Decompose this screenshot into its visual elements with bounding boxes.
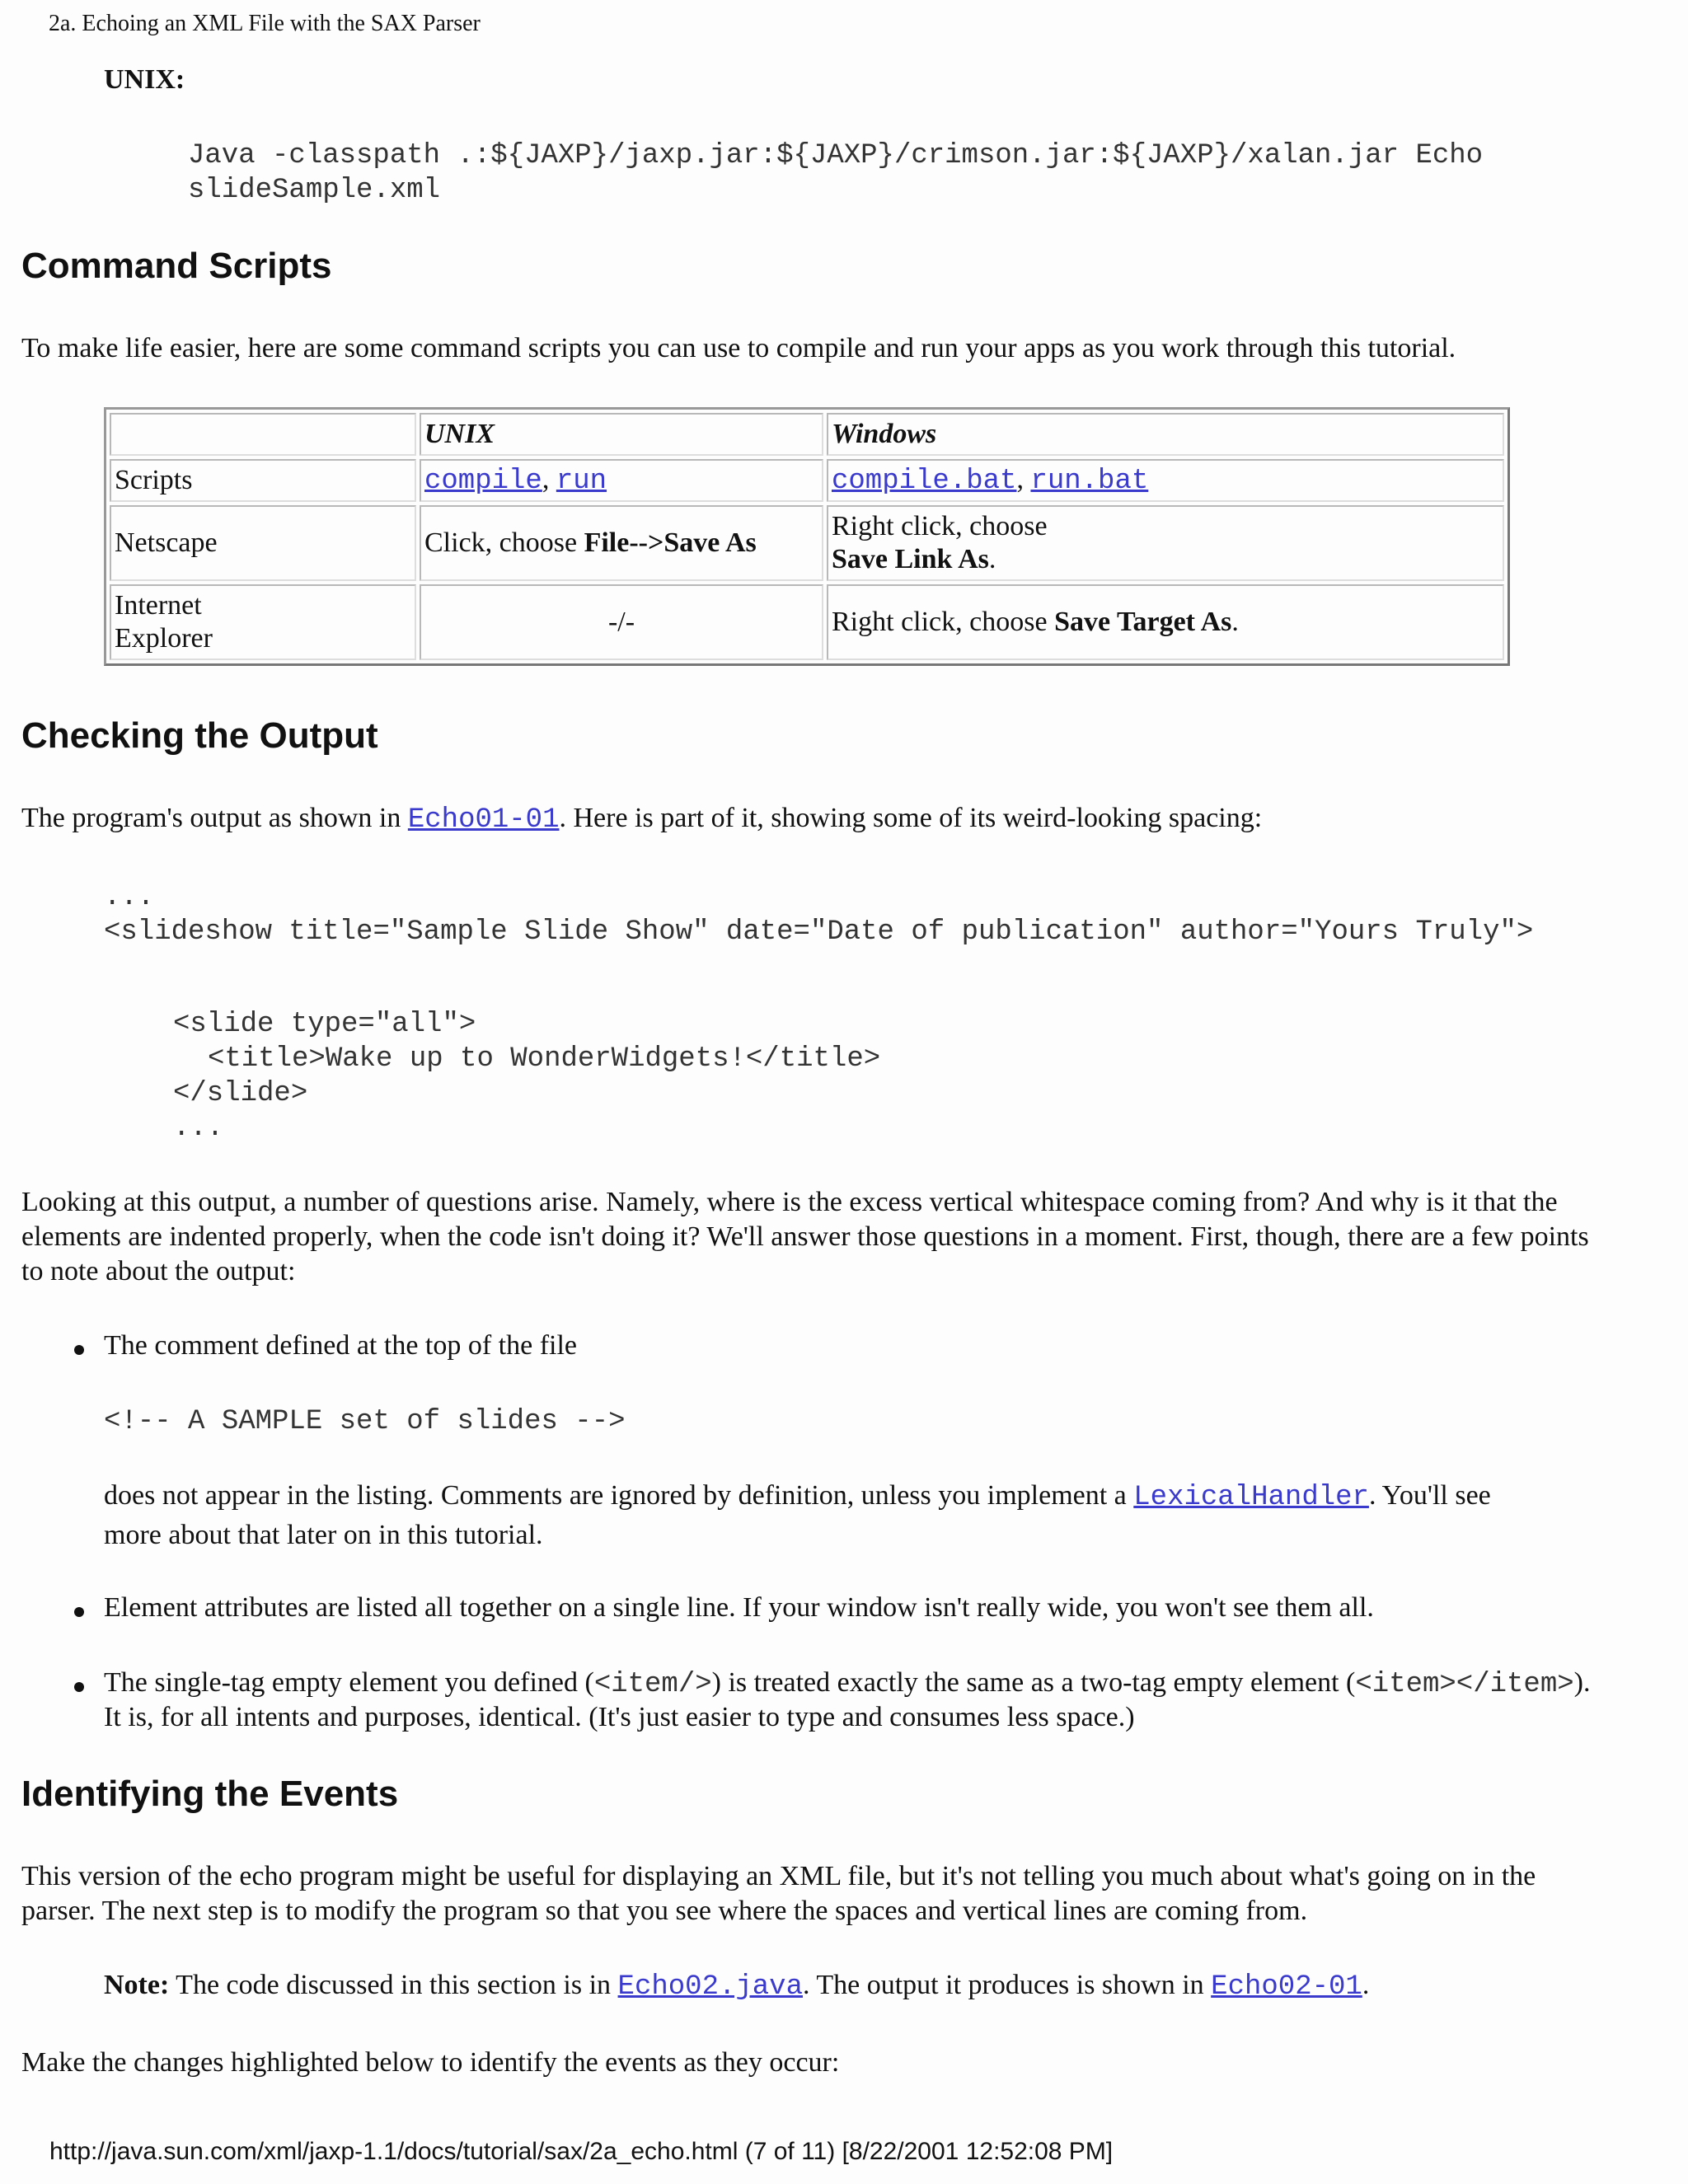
- text: .: [1362, 1970, 1370, 2000]
- table-row: [110, 459, 1504, 502]
- text: ) is treated exactly the same as a two-tag empty element (: [711, 1667, 1356, 1698]
- lexicalhandler-link[interactable]: LexicalHandler: [1133, 1482, 1369, 1513]
- section-heading-identifying-events: Identifying the Events: [21, 1774, 399, 1814]
- row-label-netscape: Netscape: [110, 505, 416, 581]
- discussion-paragraph: [21, 1185, 1589, 1289]
- ie-unix-cell: -/-: [420, 584, 823, 660]
- cell-bold-text: Save Target As: [1054, 607, 1232, 637]
- compile-link[interactable]: compile: [424, 466, 542, 497]
- netscape-unix-cell: [420, 505, 823, 581]
- text: The program's output as shown in: [21, 803, 408, 833]
- bullet-item-3: [104, 1666, 1590, 1702]
- cell-text: .: [1231, 607, 1239, 637]
- page-header: 2a. Echoing an XML File with the SAX Parser: [49, 11, 481, 36]
- echo01-01-link[interactable]: Echo01-01: [407, 804, 560, 836]
- note-paragraph: [104, 1968, 1369, 2004]
- text-line: This version of the echo program might be useful for displaying an XML file, but it's not telling you much about what's going on in the: [21, 1861, 1536, 1891]
- text: . You'll see: [1368, 1480, 1491, 1511]
- bullet-icon: [74, 1345, 84, 1355]
- note-label: Note:: [104, 1970, 170, 2000]
- run-link[interactable]: run: [556, 466, 607, 497]
- cell-text: Click, choose: [424, 527, 584, 558]
- unix-script-links: [420, 459, 823, 502]
- table-header-unix: UNIX: [420, 413, 823, 456]
- netscape-windows-cell: [827, 505, 1504, 581]
- cell-text: Explorer: [115, 623, 213, 654]
- bullet-item-1: The comment defined at the top of the file: [104, 1330, 578, 1361]
- cell-text: Right click, choose: [832, 607, 1055, 637]
- bullet-icon: [74, 1607, 84, 1617]
- command-scripts-table: [104, 407, 1510, 666]
- text: The single-tag empty element you defined (: [104, 1667, 594, 1698]
- code-line: <slide type="all">: [173, 1009, 476, 1040]
- unix-label: UNIX:: [104, 64, 185, 95]
- bullet-1-followup: [104, 1479, 1491, 1515]
- text: ).: [1573, 1667, 1591, 1698]
- bullet-item-2: Element attributes are listed all together on a single line. If your window isn't really wide, you won't see them all.: [104, 1592, 1374, 1623]
- table-header-empty: [110, 413, 416, 456]
- text-line: Looking at this output, a number of questions arise. Namely, where is the excess vertical whitespace coming from? And why is it that the: [21, 1187, 1558, 1217]
- text-line: parser. The next step is to modify the program so that you see where the spaces and vertical lines are coming from.: [21, 1896, 1308, 1926]
- code-line: ...: [104, 882, 155, 913]
- text: . Here is part of it, showing some of its weird-looking spacing:: [559, 803, 1263, 833]
- row-label-scripts: Scripts: [110, 459, 416, 502]
- checking-output-intro: [21, 801, 1262, 837]
- cell-bold-text: Save Link As: [832, 544, 989, 574]
- bullet-1-followup-line2: more about that later on in this tutorial.: [104, 1520, 543, 1550]
- section-heading-command-scripts: Command Scripts: [21, 246, 332, 286]
- cell-text: Internet: [115, 590, 202, 621]
- code-line: ...: [173, 1113, 224, 1144]
- cell-text: Right click, choose: [832, 511, 1048, 541]
- text-line: to note about the output:: [21, 1256, 296, 1286]
- text-line: elements are indented properly, when the code isn't doing it? We'll answer those questions in a moment. First, though, there are a few points: [21, 1221, 1589, 1252]
- link-separator: ,: [542, 464, 556, 494]
- code-line: <title>Wake up to WonderWidgets!</title>: [208, 1043, 881, 1075]
- command-scripts-intro: To make life easier, here are some command scripts you can use to compile and run your apps as you work through this tutorial.: [21, 333, 1456, 363]
- link-separator: ,: [1016, 464, 1031, 494]
- command-line: Java -classpath .:${JAXP}/jaxp.jar:${JAXP}/crimson.jar:${JAXP}/xalan.jar Echo: [188, 140, 1484, 171]
- code-line: <!-- A SAMPLE set of slides -->: [104, 1406, 626, 1437]
- text: does not appear in the listing. Comments are ignored by definition, unless you implement a: [104, 1480, 1134, 1511]
- table-header-windows: Windows: [827, 413, 1504, 456]
- identifying-events-paragraph: [21, 1859, 1536, 1929]
- command-line: slideSample.xml: [188, 175, 441, 206]
- section-heading-checking-output: Checking the Output: [21, 715, 378, 756]
- cell-bold-text: File-->Save As: [584, 527, 757, 558]
- code-line: <slideshow title="Sample Slide Show" date="Date of publication" author="Yours Truly">: [104, 916, 1534, 948]
- closing-paragraph: Make the changes highlighted below to identify the events as they occur:: [21, 2047, 840, 2078]
- ie-windows-cell: [827, 584, 1504, 660]
- compile-bat-link[interactable]: compile.bat: [832, 466, 1017, 497]
- table-row: [110, 505, 1504, 581]
- echo02-java-link[interactable]: Echo02.java: [617, 1971, 803, 2003]
- table-header-row: [110, 413, 1504, 456]
- page-footer-url: http://java.sun.com/xml/jaxp-1.1/docs/tutorial/sax/2a_echo.html (7 of 11) [8/22/2001 12:52:08 PM]: [49, 2138, 1114, 2165]
- text: . The output it produces is shown in: [802, 1970, 1212, 2000]
- windows-script-links: [827, 459, 1504, 502]
- bullet-item-3-line2: It is, for all intents and purposes, identical. (It's just easier to type and consumes less space.): [104, 1702, 1135, 1732]
- table-row: [110, 584, 1504, 660]
- inline-code: <item/>: [593, 1669, 712, 1700]
- inline-code: <item></item>: [1355, 1669, 1574, 1700]
- run-bat-link[interactable]: run.bat: [1030, 466, 1149, 497]
- text: The code discussed in this section is in: [169, 1970, 618, 2000]
- cell-text: .: [988, 544, 996, 574]
- echo02-01-link[interactable]: Echo02-01: [1211, 1971, 1362, 2003]
- bullet-icon: [74, 1682, 84, 1692]
- row-label-ie: [110, 584, 416, 660]
- code-line: </slide>: [173, 1078, 308, 1109]
